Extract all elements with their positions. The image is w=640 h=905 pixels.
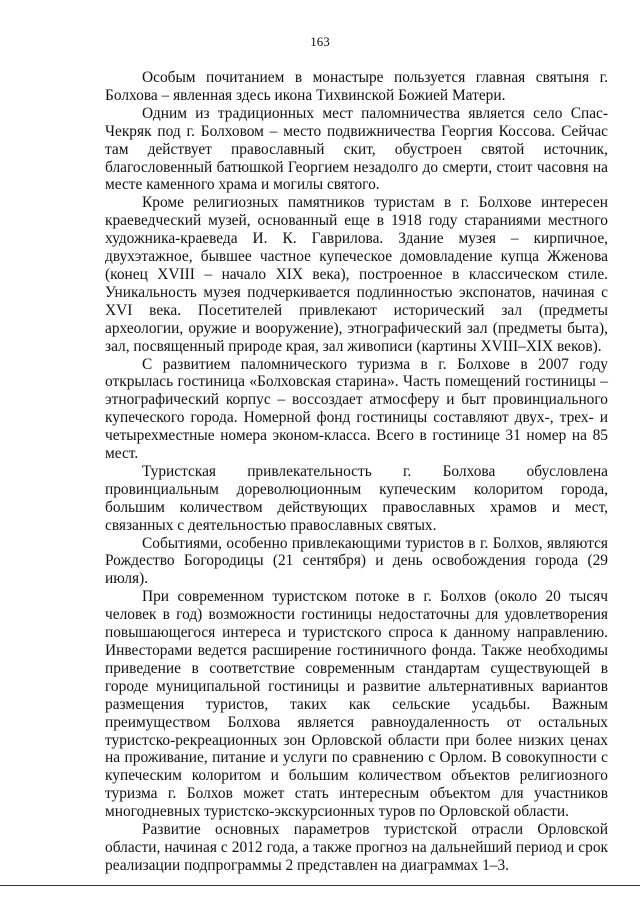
paragraph-hotel: С развитием паломнического туризма в г. Болхове в 2007 году открылась гостиница «Болховская старина». Часть помещений гостиницы – этнографический корпус – воссоздает атмосферу и быт провинциального купеческого города. Номерной фонд гостиницы составляют двух-, трех- и четырехместные номера эконом-класса. Всего в гостинице 31 номер на 85 мест. (105, 355, 608, 463)
paragraph-diagrams-reference: Развитие основных параметров туристской отрасли Орловской области, начиная с 2012 года, а также прогноз на дальнейший период и срок реализации подпрограммы 2 представлен на диаграммах 1–3. (105, 821, 608, 874)
body-text (105, 69, 608, 875)
paragraph-events: Событиями, особенно привлекающими туристов в г. Болхов, являются Рождество Богородицы (21 сентября) и день освобождения города (29 июля). (105, 534, 608, 588)
paragraph-local-museum: Кроме религиозных памятников туристам в г. Болхове интересен краеведческий музей, основанный еще в 1918 году стараниями местного художника-краеведа И. К. Гаврилова. Здание музея – кирпичное, двухэтажное, бывшее частное купеческое домовладение купца Жженова (конец XVIII – начало XIX века), построенное в классическом стиле. Уникальность музея подчеркивается подлинностью экспонатов, начиная с XVI века. Посетителей привлекают исторический зал (предметы археологии, оружие и вооружение), этнографический зал (предметы быта), зал, посвященный природе края, зал живописи (картины XVIII–XIX веков). (105, 194, 608, 355)
bottom-divider (0, 885, 640, 886)
paragraph-spas-chekryak: Одним из традиционных мест паломничества является село Спас-Чекряк под г. Болховом – место подвижничества Георгия Коссова. Сейчас там действует православный скит, обустроен святой источник, благословенный батюшкой Георгием незадолго до смерти, стоит часовня на месте каменного храма и могилы святого. (105, 104, 608, 194)
page-number: 163 (310, 34, 330, 49)
paragraph-attractiveness: Туристская привлекательность г. Болхова обусловлена провинциальным дореволюционным купеческим колоритом города, большим количеством действующих православных храмов и мест, связанных с деятельностью православных святых. (105, 462, 608, 534)
paragraph-main-shrine: Особым почитанием в монастыре пользуется главная святыня г. Болхова – явленная здесь икона Тихвинской Божией Матери. (105, 69, 608, 104)
paragraph-tourist-flow: При современном туристском потоке в г. Болхов (около 20 тысяч человек в год) возможности гостиницы недостаточны для удовлетворения повышающегося интереса и туристского спроса к данному направлению. Инвесторами ведется расширение гостиничного фонда. Также необходимы приведение в соответствие современным стандартам существующей в городе муниципальной гостиницы и развитие альтернативных вариантов размещения туристов, таких как сельские усадьбы. Важным преимуществом Болхова является равноудаленность от остальных туристско-рекреационных зон Орловской области при более низких ценах на проживание, питание и услуги по сравнению с Орлом. В совокупности с купеческим колоритом и большим количеством объектов религиозного туризма г. Болхов может стать интересным объектом для участников многодневных туристско-экскурсионных туров по Орловской области. (105, 588, 608, 821)
